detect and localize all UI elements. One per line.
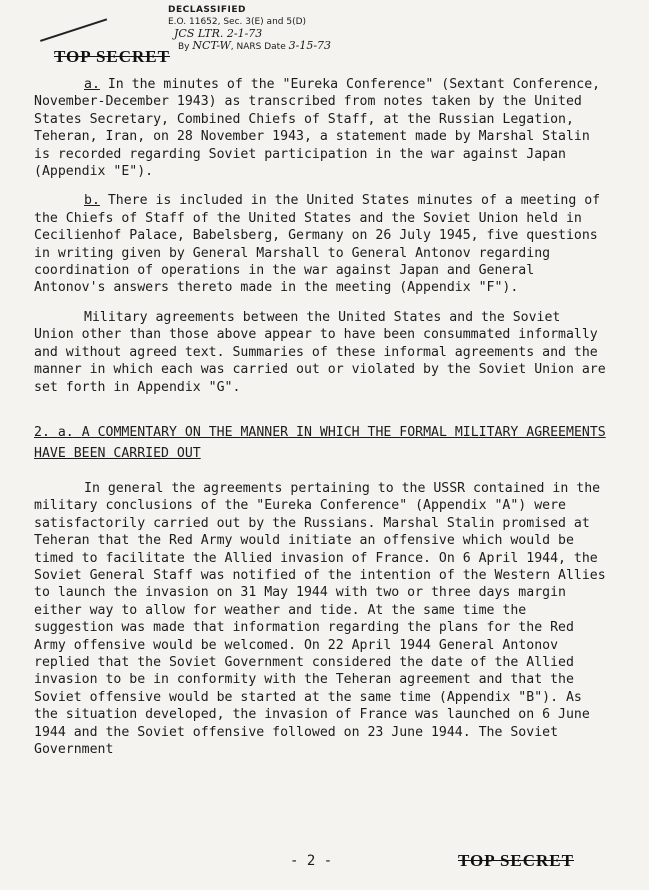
paragraph-general-text: In general the agreements pertaining to the USSR contained in the military conclusions of the "Eureka Conference" (Appendix "A") were satisfactorily carried out by the Russians. Marshal Stalin promised at Teheran that the Red Army would initiate an offensive which would be timed to facilitate the Allied invasion of France. On 6 April 1944, the Soviet General Staff was notified of the intention of the Western Allies to launch the invasion on 31 May 1944 with two or three days margin either way to allow for weather and tide. At the same time the suggestion was made that information regarding the plans for the Red Army offensive would be welcomed. On 22 April 1944 General Antonov replied that the Soviet Government considered the date of the Allied invasion to be in conformity with the Teheran agreement and that the Soviet offensive would be started at the same time (Appendix "B"). As the situation developed, the invasion of France was launched on 6 June 1944 and the Soviet offensive followed on 23 June 1944. The Soviet Government xyxy=(34,480,606,757)
stamp-letter-ref: JCS LTR. 2-1-73 xyxy=(174,27,263,40)
page-number: - 2 - xyxy=(290,853,333,869)
paragraph-b xyxy=(34,192,606,296)
section-heading xyxy=(34,422,606,464)
section-number: 2. xyxy=(34,424,50,440)
classification-top: TOP SECRET xyxy=(54,47,170,66)
paragraph-military-text: Military agreements between the United States and the Soviet Union other than those above appear to have been consummated informally and without agreed text. Summaries of these informal agreements and the manner in which each was carried out or violated by the Soviet Union are set forth in Appendix "G". xyxy=(34,309,606,395)
paragraph-b-label: b. xyxy=(84,193,100,209)
paragraph-a-text: In the minutes of the "Eureka Conference" (Sextant Conference, November-December 1943) as transcribed from notes taken by the United States Secretary, Combined Chiefs of Staff, at the Russian Legation, Teheran, Iran, on 28 November 1943, a statement made by Marshal Stalin is recorded regarding Soviet participation in the war against Japan (Appendix "E"). xyxy=(34,77,601,180)
paragraph-b-text: There is included in the United States minutes of a meeting of the Chiefs of Staff of the United States and the Soviet Union held in Cecilienhof Palace, Babelsberg, Germany on 26 July 1945, five questions in writing given by General Marshall to General Antonov regarding coordination of operations in the war against Japan and General Antonov's answers thereto made in the meeting (Appendix "F"). xyxy=(34,193,601,296)
paragraph-general xyxy=(34,480,606,759)
stamp-initials: NCT-W xyxy=(192,39,231,52)
stamp-date: 3-15-73 xyxy=(288,39,332,52)
paragraph-a xyxy=(34,76,606,180)
stamp-authority: E.O. 11652, Sec. 3(E) and 5(D) xyxy=(168,17,307,27)
stamp-by-label: By xyxy=(178,42,190,52)
paragraph-military xyxy=(34,309,606,396)
declassification-stamp xyxy=(168,4,368,53)
section-label: a. xyxy=(57,424,74,440)
paragraph-a-label: a. xyxy=(84,77,100,92)
classification-bottom: TOP SECRET xyxy=(458,851,574,870)
stamp-by-line xyxy=(178,40,368,53)
stamp-date-label: , NARS Date xyxy=(230,42,286,52)
section-heading-text: A COMMENTARY ON THE MANNER IN WHICH THE FORMAL MILITARY AGREEMENTS HAVE BEEN CARRIED OUT xyxy=(34,424,606,461)
document-body xyxy=(34,76,606,770)
stamp-title: DECLASSIFIED xyxy=(168,5,246,15)
